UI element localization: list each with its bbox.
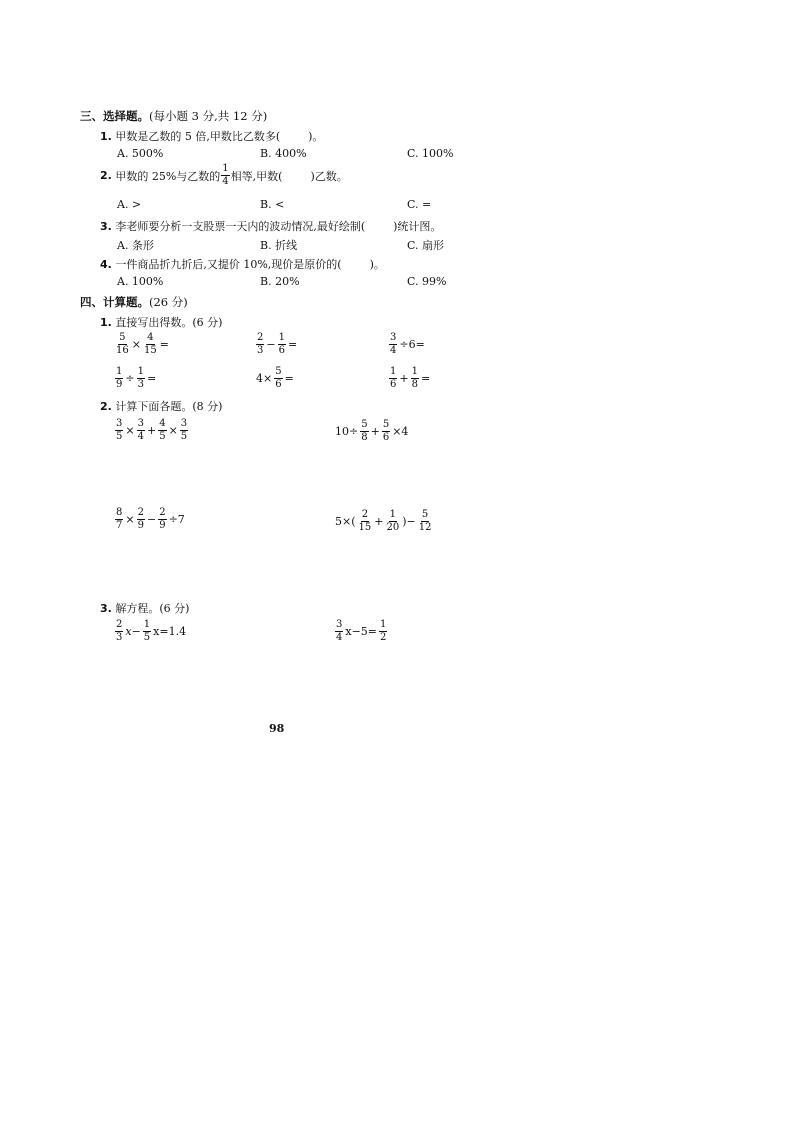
option-a[interactable]: A. > — [117, 198, 142, 211]
section-4-title: 四、计算题。 — [80, 295, 149, 309]
subsection-number: 3. — [100, 602, 112, 615]
section-3-note: (每小题 3 分,共 12 分) — [149, 109, 268, 123]
section-4-note: (26 分) — [149, 295, 188, 309]
question-text: 甲数的 25%与乙数的 — [115, 169, 221, 183]
option-c[interactable]: C. 100% — [407, 147, 454, 160]
direct-expr-1: $\frac{5}{16}$ × $\frac{4}{15}$ = — [116, 332, 169, 356]
option-a[interactable]: A. 条形 — [117, 239, 154, 252]
subsection-3 — [100, 600, 189, 616]
question-number: 2. — [100, 169, 112, 182]
question-number: 1. — [100, 130, 112, 143]
subsection-number: 2. — [100, 400, 112, 413]
question-text: 李老师要分析一支股票一天内的波动情况,最好绘制( — [115, 220, 366, 233]
direct-expr-4: $\frac{1}{9}$ ÷ $\frac{1}{3}$ = — [116, 366, 157, 390]
calc-expr-1: $\frac{3}{5}$ × $\frac{3}{4}$ + $\frac{4}{5}$ × $\frac{3}{5}$ — [116, 418, 188, 442]
calc-expr-3: $\frac{8}{7}$ × $\frac{2}{9}$ − $\frac{2}{9}$ ÷7 — [116, 507, 185, 531]
question-text-end: )。 — [308, 130, 324, 143]
page-number: 98 — [269, 722, 285, 735]
option-b[interactable]: B. 折线 — [260, 239, 298, 252]
question-text-mid: 相等,甲数( — [230, 169, 283, 183]
option-c[interactable]: C. 99% — [407, 275, 447, 288]
fraction: $\frac{1}{4}$ — [222, 163, 229, 187]
option-b[interactable]: B. 400% — [260, 147, 307, 160]
option-b[interactable]: B. 20% — [260, 275, 300, 288]
calc-expr-2: 10÷ $\frac{5}{8}$ + $\frac{5}{6}$ ×4 — [335, 419, 409, 443]
question-1 — [100, 128, 323, 144]
equation-2: $\frac{3}{4}$ x−5= $\frac{1}{2}$ — [336, 619, 387, 643]
option-c[interactable]: C. = — [407, 198, 432, 211]
question-text-end: )乙数。 — [310, 169, 348, 183]
direct-expr-3: $\frac{3}{4}$ ÷6= — [390, 332, 425, 356]
question-3 — [100, 218, 441, 234]
option-a[interactable]: A. 500% — [117, 147, 164, 160]
equation-1: $\frac{2}{3}$ x− $\frac{1}{5}$ x=1.4 — [116, 619, 187, 643]
question-number: 3. — [100, 220, 112, 233]
option-c[interactable]: C. 扇形 — [407, 239, 445, 252]
direct-expr-6: $\frac{1}{6}$ + $\frac{1}{8}$ = — [390, 366, 431, 390]
question-text-end: )。 — [369, 258, 385, 271]
option-a[interactable]: A. 100% — [117, 275, 164, 288]
section-3-title: 三、选择题。 — [80, 109, 149, 123]
subsection-text: 解方程。(6 分) — [115, 602, 190, 615]
question-4 — [100, 256, 385, 272]
subsection-1 — [100, 314, 222, 330]
direct-expr-2: $\frac{2}{3}$ − $\frac{1}{6}$ = — [257, 332, 298, 356]
option-b[interactable]: B. < — [260, 198, 285, 211]
subsection-2 — [100, 398, 222, 414]
question-text: 一件商品折九折后,又提价 10%,现价是原价的( — [115, 258, 342, 271]
section-3-heading — [80, 108, 267, 124]
calc-expr-4: 5×( $\frac{2}{15}$ + $\frac{1}{20}$ )− $\frac{5}{12}$ — [335, 509, 432, 533]
subsection-number: 1. — [100, 316, 112, 329]
question-text-end: )统计图。 — [393, 220, 442, 233]
question-text: 甲数是乙数的 5 倍,甲数比乙数多( — [115, 130, 281, 143]
direct-expr-5: 4× $\frac{5}{6}$ = — [256, 366, 294, 390]
subsection-text: 直接写出得数。(6 分) — [115, 316, 223, 329]
question-2 — [100, 164, 348, 187]
section-4-heading — [80, 294, 188, 310]
question-number: 4. — [100, 258, 112, 271]
subsection-text: 计算下面各题。(8 分) — [115, 400, 223, 413]
